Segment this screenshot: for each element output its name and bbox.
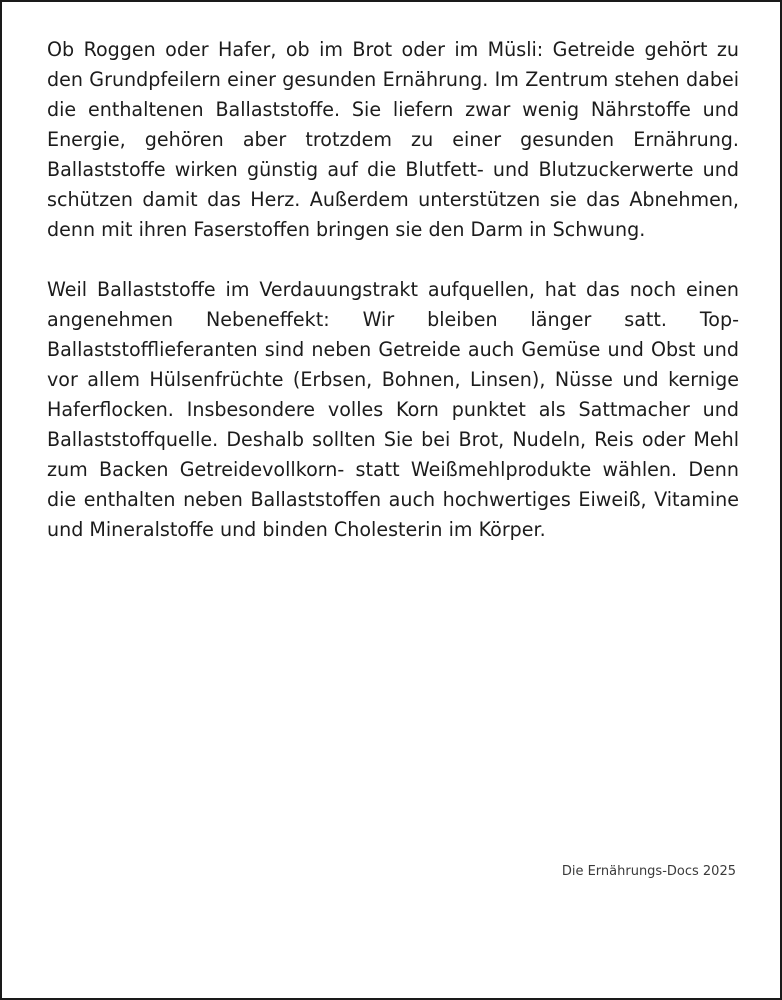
body-text — [47, 35, 739, 545]
footer-credit: Die Ernährungs-Docs 2025 — [561, 864, 736, 879]
paragraph-1: Ob Roggen oder Hafer, ob im Brot oder im Müsli: Getreide gehört zu den Grundpfeilern einer gesunden Ernährung. Im Zentrum stehen dabei die enthaltenen Ballaststoffe. Sie liefern zwar wenig Nährstoffe und Energie, gehören aber trotzdem zu einer gesunden Ernährung. Ballaststoffe wirken günstig auf die Blutfett- und Blutzuckerwerte und schützen damit das Herz. Außerdem unterstützen sie das Abnehmen, denn mit ihren Faserstoffen bringen sie den Darm in Schwung. — [47, 38, 739, 241]
paragraph-2: Weil Ballaststoffe im Verdauungstrakt aufquellen, hat das noch einen angenehmen Nebeneffekt: Wir bleiben länger satt. Top-Ballaststofflieferanten sind neben Getreide auch Gemüse und Obst und vor allem Hülsenfrüchte (Erbsen, Bohnen, Linsen), Nüsse und kernige Haferflocken. Insbesondere volles Korn punktet als Sattmacher und Ballaststoffquelle. Deshalb sollten Sie bei Brot, Nudeln, Reis oder Mehl zum Backen Getreidevollkorn- statt Weißmehlprodukte wählen. Denn die enthalten neben Ballaststoffen auch hochwertiges Eiweiß, Vitamine und Mineralstoffe und binden Cholesterin im Körper. — [47, 278, 739, 541]
